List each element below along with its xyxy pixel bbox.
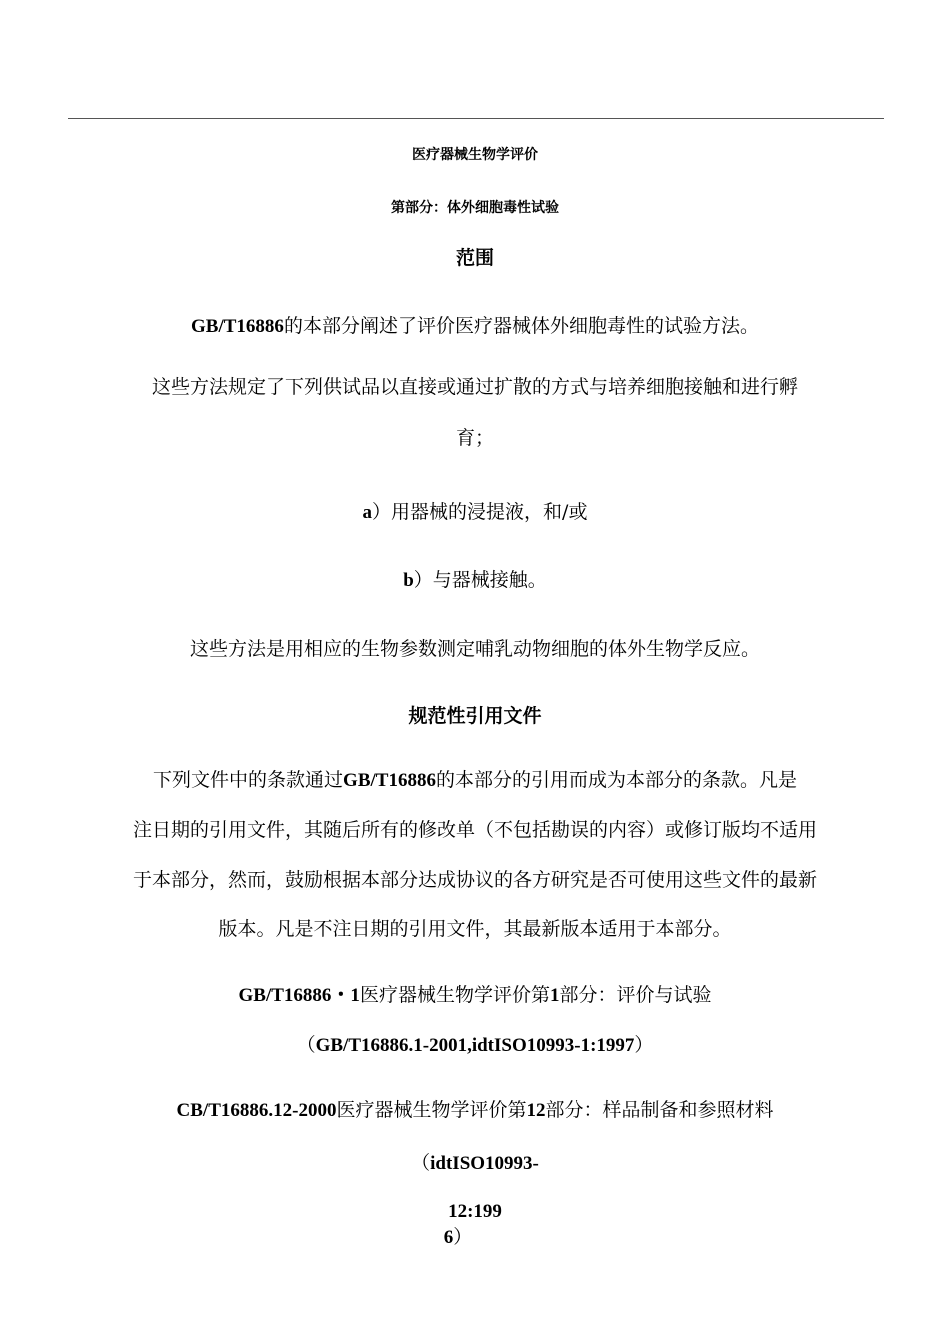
reference-2-standard-line-3: 6） [443,1226,473,1248]
section-heading-scope: 范围 [455,247,494,269]
normative-paragraph-line-1: 下列文件中的条款通过GB/T16886的本部分的引用而成为本部分的条款。凡是 [153,769,797,791]
reference-2-standard-line-1: （idtISO10993- [411,1152,539,1174]
document-title: 医疗器械生物学评价 [412,147,538,163]
reference-2: CB/T16886.12-2000医疗器械生物学评价第12部分：样品制备和参照材料 [176,1099,774,1121]
reference-code: GB/T16886・1 [238,985,360,1006]
reference-2-standard-line-2: 12:199 [448,1201,502,1222]
normative-paragraph-line-2: 注日期的引用文件，其随后所有的修改单（不包括勘误的内容）或修订版均不适用 [132,819,817,841]
reference-1: GB/T16886・1医疗器械生物学评价第1部分：评价与试验 [238,984,712,1006]
section-heading-normative: 规范性引用文件 [408,705,542,727]
normative-paragraph-line-3: 于本部分，然而，鼓励根据本部分达成协议的各方研究是否可使用这些文件的最新 [132,869,817,891]
scope-paragraph-3: 这些方法是用相应的生物参数测定哺乳动物细胞的体外生物学反应。 [189,638,760,660]
standard-code: GB/T16886 [343,770,436,791]
list-item-b: b）与器械接触。 [403,569,547,591]
scope-paragraph-2-line-1: 这些方法规定了下列供试品以直接或通过扩散的方式与培养细胞接触和进行孵 [151,376,798,398]
reference-1-standard: （GB/T16886.1-2001,idtISO10993-1:1997） [296,1034,654,1056]
scope-paragraph-1: GB/T16886的本部分阐述了评价医疗器械体外细胞毒性的试验方法。 [191,315,759,337]
normative-paragraph-line-4: 版本。凡是不注日期的引用文件，其最新版本适用于本部分。 [218,918,732,940]
list-marker-a: a [362,502,373,523]
reference-code: CB/T16886.12-2000 [176,1100,337,1121]
header-rule [68,118,884,119]
list-item-a: a）用器械的浸提液，和/或 [362,501,588,523]
standard-code: GB/T16886 [191,316,284,337]
list-marker-b: b [403,570,414,591]
document-subtitle: 第部分：体外细胞毒性试验 [391,200,559,216]
scope-paragraph-2-line-2: 育； [455,427,494,449]
